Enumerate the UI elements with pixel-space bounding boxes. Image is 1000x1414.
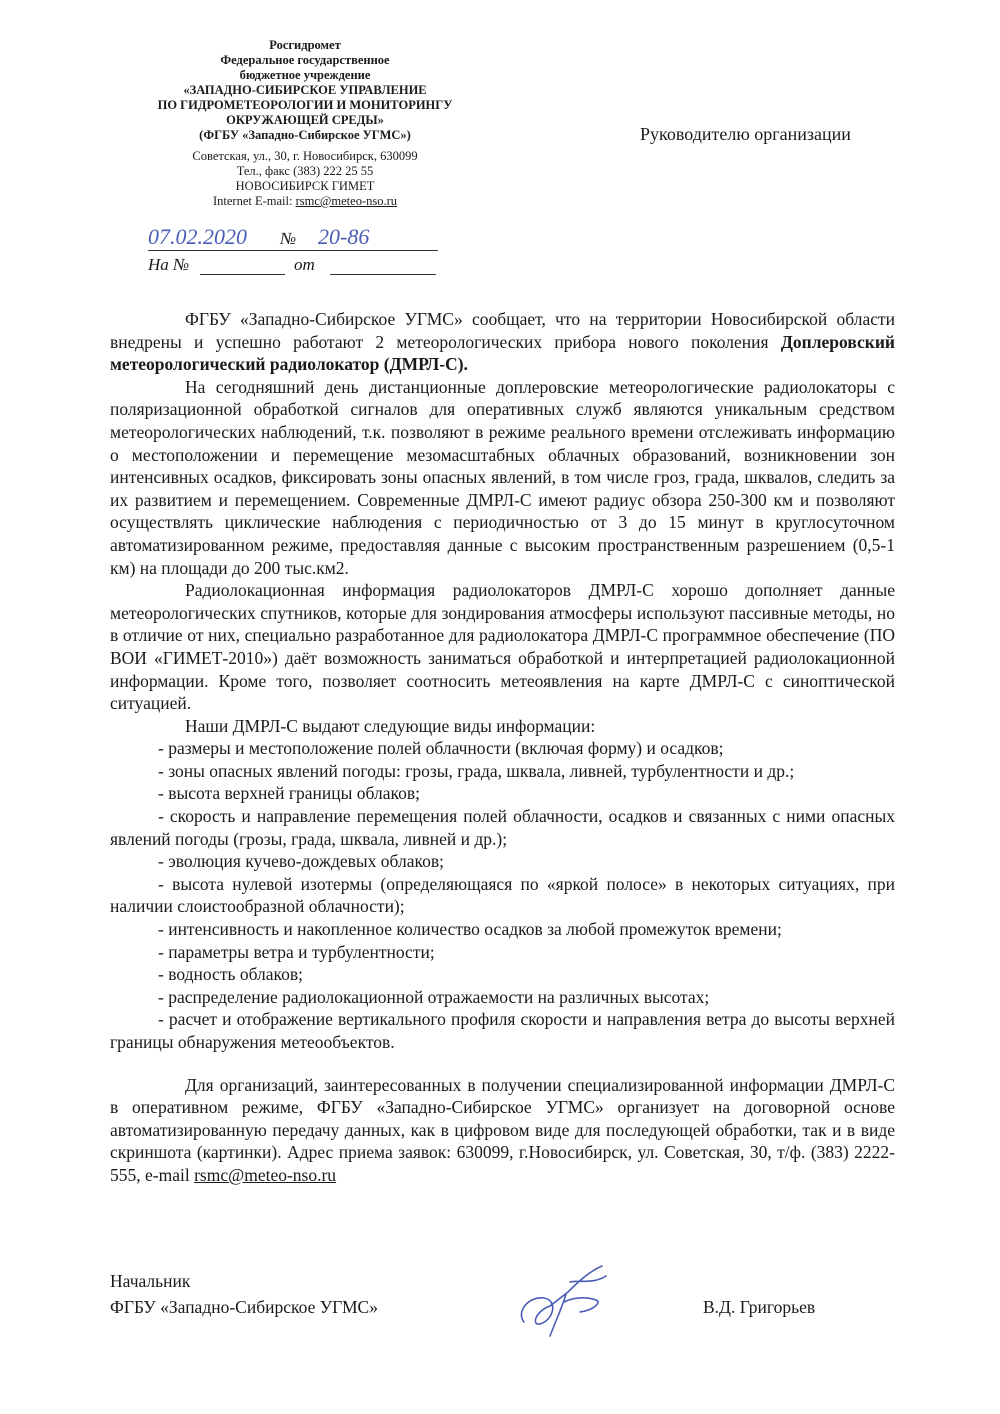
list-item: - высота нулевой изотермы (определяющаяся по «яркой полосе» в некоторых ситуациях, при наличии слоистообразной облачности); bbox=[110, 873, 895, 917]
list-item: - параметры ветра и турбулентности; bbox=[158, 941, 435, 962]
paragraph-4: Наши ДМРЛ-С выдают следующие виды информации: bbox=[185, 715, 596, 736]
list-item: - эволюция кучево-дождевых облаков; bbox=[158, 851, 444, 872]
reply-number-blank bbox=[200, 273, 285, 275]
org-telegraph: НОВОСИБИРСК ГИМЕТ bbox=[235, 179, 375, 193]
org-name-line-3: ОКРУЖАЮЩЕЙ СРЕДЫ» bbox=[226, 113, 384, 127]
paragraph-gap bbox=[110, 1054, 895, 1074]
paragraph-1 bbox=[110, 308, 895, 376]
org-short-name: (ФГБУ «Западно-Сибирское УГМС») bbox=[199, 128, 411, 142]
registration-block bbox=[148, 222, 438, 277]
list-item: - зоны опасных явлений погоды: грозы, града, шквала, ливней, турбулентности и др.; bbox=[158, 760, 795, 781]
reply-number-label: На № bbox=[148, 255, 190, 274]
list-item: - распределение радиолокационной отражаемости на различных высотах; bbox=[158, 986, 710, 1007]
signer-position bbox=[110, 1268, 378, 1320]
recipient: Руководителю организации bbox=[640, 124, 851, 144]
signer-position-line-1: Начальник bbox=[110, 1271, 191, 1291]
letterhead bbox=[120, 38, 490, 209]
list-item: - размеры и местоположение полей облачности (включая форму) и осадков; bbox=[158, 738, 724, 759]
email-label: Internet E-mail: bbox=[212, 194, 296, 208]
reply-date-label: от bbox=[294, 255, 315, 274]
number-label: № bbox=[280, 229, 297, 248]
paragraph-5-text: Для организаций, заинтересованных в получении специализированной информации ДМРЛ-С в оперативном режиме, ФГБУ «Западно-Сибирское УГМС» организует на договорной основе автоматизированную передачу данных, как в цифровом виде для последующей обработки, так и в виде скриншота (картинки). Адрес приема заявок: 630099, г.Новосибирск, ул. Советская, 30, т/ф. (383) 2222-555, e-mail bbox=[110, 1074, 895, 1185]
handwritten-number: 20-86 bbox=[318, 224, 370, 249]
org-name-line-2: ПО ГИДРОМЕТЕОРОЛОГИИ И МОНИТОРИНГУ bbox=[157, 98, 453, 112]
registration-date-line bbox=[148, 222, 438, 251]
paragraph-5 bbox=[110, 1074, 895, 1187]
letter-body bbox=[110, 308, 895, 1187]
list-item: - скорость и направление перемещения полей облачности, осадков и связанных с ними опасных явлений погоды (грозы, града, шквала, ливней и др.); bbox=[110, 806, 895, 849]
org-phone: Тел., факс (383) 222 25 55 bbox=[236, 164, 374, 178]
org-type-line-1: Федеральное государственное bbox=[220, 53, 390, 67]
signer-name: В.Д. Григорьев bbox=[703, 1297, 816, 1317]
contact-email-link[interactable]: rsmc@meteo-nso.ru bbox=[194, 1164, 337, 1185]
org-type-line-2: бюджетное учреждение bbox=[239, 68, 371, 82]
org-email-line bbox=[120, 194, 490, 209]
reply-reference-line bbox=[148, 251, 438, 277]
list-item: - водность облаков; bbox=[158, 964, 304, 985]
handwritten-date: 07.02.2020 bbox=[148, 224, 247, 249]
handwritten-signature bbox=[510, 1262, 620, 1342]
signer-position-line-2: ФГБУ «Западно-Сибирское УГМС» bbox=[110, 1297, 378, 1317]
reply-date-blank bbox=[330, 273, 436, 275]
paragraph-1-text: ФГБУ «Западно-Сибирское УГМС» сообщает, что на территории Новосибирской области внедрены и успешно работают 2 метеорологических прибора нового поколения bbox=[110, 309, 895, 352]
list-item: - расчет и отображение вертикального профиля скорости и направления ветра до высоты верхней границы обнаружения метеообъектов. bbox=[110, 1009, 895, 1052]
org-name-line-1: «ЗАПАДНО-СИБИРСКОЕ УПРАВЛЕНИЕ bbox=[183, 83, 427, 97]
list-item: - интенсивность и накопленное количество осадков за любой промежуток времени; bbox=[158, 919, 782, 940]
paragraph-3: Радиолокационная информация радиолокаторов ДМРЛ-С хорошо дополняет данные метеорологических спутников, которые для зондирования атмосферы используют пассивные методы, но в отличие от них, специально разработанное для радиолокатора ДМРЛ-С программное обеспечение (ПО ВОИ «ГИМЕТ-2010») даёт возможность заниматься обработкой и интерпретацией радиолокационной информации. Кроме того, позволяет соотносить метеоявления на карте ДМРЛ-С с синоптической ситуацией. bbox=[110, 580, 895, 714]
org-email-link[interactable]: rsmc@meteo-nso.ru bbox=[295, 194, 398, 208]
agency-name: Росгидромет bbox=[269, 38, 341, 52]
list-item: - высота верхней границы облаков; bbox=[158, 783, 420, 804]
org-address: Советская, ул., 30, г. Новосибирск, 630099 bbox=[192, 149, 418, 163]
paragraph-1-bold: Доплеровский метеорологический радиолокатор (ДМРЛ-С). bbox=[110, 331, 896, 375]
paragraph-2: На сегодняшний день дистанционные доплеровские метеорологические радиолокаторы с поляризационной обработкой сигналов для оперативных служб являются уникальным средством метеорологических наблюдений, т.к. позволяют в режиме реального времени отслеживать информацию о местоположении и перемещение мезомасштабных облачных образований, возникновении зон интенсивных осадков, фиксировать зоны опасных явлений, в том числе гроз, града, шквалов, следить за их развитием и перемещением. Современные ДМРЛ-С имеют радиус обзора 250-300 км и позволяют осуществлять циклические наблюдения с периодичностью от 3 до 15 минут в круглосуточном автоматизированном режиме, предоставляя данные с высоким пространственным разрешением (0,5-1 км) на площади до 200 тыс.км2. bbox=[110, 376, 895, 578]
